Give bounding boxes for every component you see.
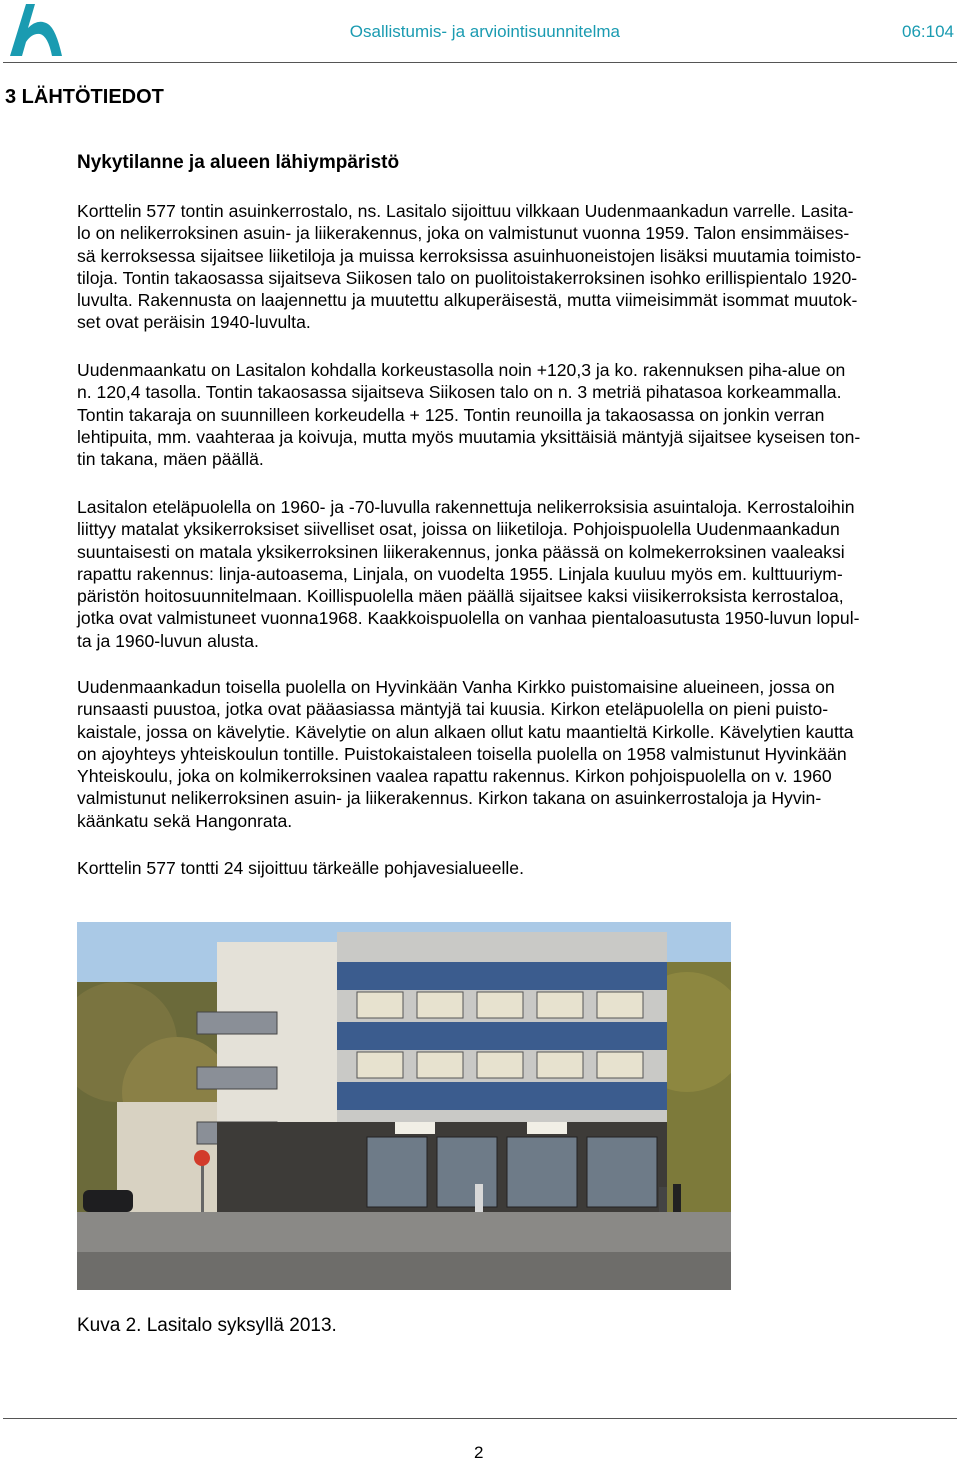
text-line: tin takana, mäen päällä. <box>77 449 264 470</box>
text-line: lo on nelikerroksinen asuin- ja liikerakennus, joka on valmistunut vuonna 1959. Talon ensimmäises- <box>77 223 850 244</box>
text-line: käänkatu sekä Hangonrata. <box>77 810 293 831</box>
text-line: valmistunut nelikerroksinen asuin- ja liikerakennus. Kirkon takana on asuinkerrostaloja ja Hyvin- <box>77 788 822 809</box>
document-code: 06:104 <box>902 22 954 41</box>
text-line: rapattu rakennus: linja-autoasema, Linjala, on vuodelta 1955. Linjala kuuluu myös em. kulttuuriym- <box>77 563 843 584</box>
text-line: runsaasti puustoa, jotka ovat pääasiassa mäntyjä tai kuusia. Kirkon eteläpuolella on pieni puisto- <box>77 699 829 720</box>
text-line: n. 120,4 tasolla. Tontin takaosassa sijaitseva Siikosen talo on n. 3 metriä pihatasoa korkeammalla. <box>77 382 842 403</box>
text-line: on ajoyhteys yhteiskoulun tontille. Puistokaistaleen toisella puolella on 1958 valmistunut Hyvinkään <box>77 743 847 764</box>
text-line: jotka ovat valmistuneet vuonna1968. Kaakkoispuolella on vanhaa pientaloasutusta 1950-luvun lopul- <box>77 608 860 629</box>
h-logo-icon <box>4 2 64 58</box>
page-number: 2 <box>474 1443 484 1462</box>
footer-divider <box>3 1418 957 1419</box>
text-line: lehtipuita, mm. vaahteraa ja koivuja, mutta myös muutamia yksittäisiä mäntyjä sijaitsee kyseisen ton- <box>77 426 861 447</box>
text-line: Tontin takaraja on suunnilleen korkeudella + 125. Tontin reunoilla ja takaosassa on jonkin verran <box>77 404 825 425</box>
text-line: Yhteiskoulu, joka on kolmikerroksinen vaalea rapattu rakennus. Kirkon pohjoispuolella on v. 1960 <box>77 766 832 787</box>
section-heading: 3 LÄHTÖTIEDOT <box>5 86 164 108</box>
text-line: tiloja. Tontin takaosassa sijaitseva Siikosen talo on puolitoistakerroksinen isohko erillispientalo 1920- <box>77 267 858 288</box>
header-divider <box>3 62 957 63</box>
text-line: päristön hoitosuunnitelmaan. Koillispuolella mäen päällä sijaitsee kaksi viisikerroksista kerrostaloa, <box>77 586 844 607</box>
text-line: Uudenmaankatu on Lasitalon kohdalla korkeustasolla noin +120,3 ja ko. rakennuksen piha-alue on <box>77 360 846 380</box>
text-line: luvulta. Rakennusta on laajennettu ja muutettu alkuperäisestä, mutta viimeisimmät isommat muutok- <box>77 290 858 311</box>
text-line: sä kerroksessa sijaitsee liiketiloja ja muissa kerroksissa asuinhuoneistojen lisäksi muutamia toimisto- <box>77 245 862 266</box>
figure-caption: Kuva 2. Lasitalo syksyllä 2013. <box>77 1315 337 1336</box>
lasitalo-building-photo <box>77 922 731 1290</box>
paragraph <box>77 200 948 334</box>
paragraph <box>77 496 948 652</box>
text-line: Lasitalon eteläpuolella on 1960- ja -70-luvulla rakennettuja nelikerroksisia asuintaloja. Kerrostaloihin <box>77 497 855 517</box>
text-line: Korttelin 577 tontin asuinkerrostalo, ns. Lasitalo sijoittuu vilkkaan Uudenmaankadun varrelle. Lasita- <box>77 201 854 221</box>
paragraph <box>77 359 948 470</box>
text-line: Korttelin 577 tontti 24 sijoittuu tärkeälle pohjavesialueelle. <box>77 858 524 878</box>
subheading: Nykytilanne ja alueen lähiympäristö <box>77 152 400 173</box>
text-line: ta ja 1960-luvun alusta. <box>77 630 259 651</box>
text-line: liittyy matalat yksikerroksiset siivelliset osat, joissa on liiketiloja. Pohjoispuolella Uudenmaankadun <box>77 519 840 540</box>
text-line: suuntaisesti on matala yksikerroksinen liikerakennus, jonka päässä on kolmekerroksinen vaaleaksi <box>77 541 845 562</box>
text-line: set ovat peräisin 1940-luvulta. <box>77 312 311 333</box>
paragraph <box>77 676 948 832</box>
text-line: kaistale, jossa on kävelytie. Kävelytie on alun alkaen ollut katu maantieltä Kirkolle. Kävelytien kautta <box>77 721 854 742</box>
paragraph <box>77 857 948 879</box>
document-title: Osallistumis- ja arviointisuunnitelma <box>349 22 620 41</box>
text-line: Uudenmaankadun toisella puolella on Hyvinkään Vanha Kirkko puistomaisine alueineen, jossa on <box>77 677 835 697</box>
